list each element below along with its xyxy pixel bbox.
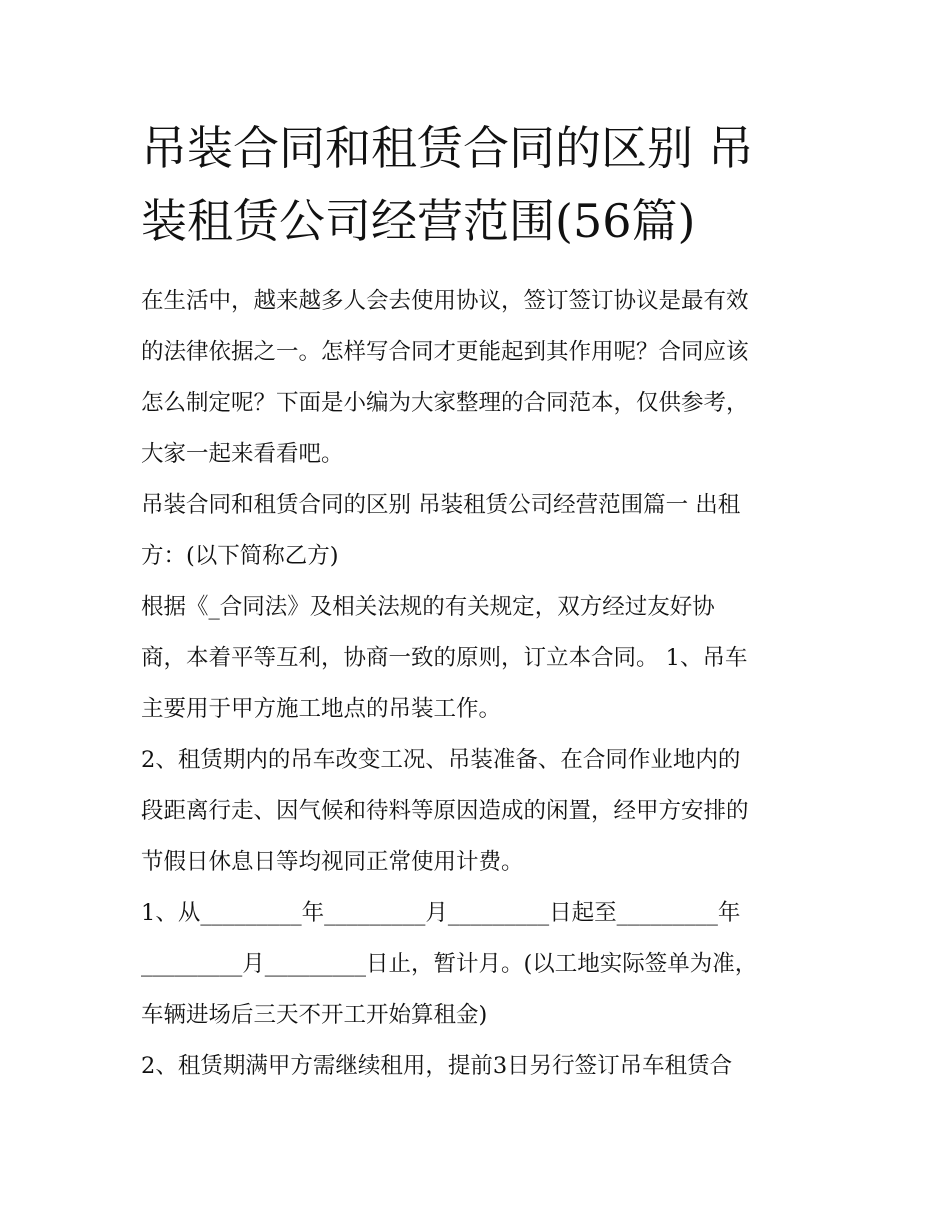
text-line: 1、从_________年_________月_________日起至_________年 bbox=[141, 900, 741, 926]
text-line: 商，本着平等互利，协商一致的原则，订立本合同。 1、吊车 bbox=[141, 645, 748, 671]
text-line: 节假日休息日等均视同正常使用计费。 bbox=[141, 849, 524, 875]
legal-basis-paragraph bbox=[141, 582, 813, 735]
title-line: 装租赁公司经营范围(56篇) bbox=[141, 194, 696, 248]
document-body bbox=[141, 276, 813, 1092]
section-heading-paragraph bbox=[141, 480, 813, 582]
document-title bbox=[141, 112, 821, 258]
text-line: 在生活中，越来越多人会去使用协议，签订签订协议是最有效 bbox=[141, 288, 749, 314]
text-line: 大家一起来看看吧。 bbox=[141, 441, 344, 467]
renewal-paragraph bbox=[141, 1041, 813, 1092]
text-line: 2、租赁期内的吊车改变工况、吊装准备、在合同作业地内的 bbox=[141, 747, 741, 773]
text-line: 方：(以下简称乙方) bbox=[141, 543, 339, 569]
intro-paragraph bbox=[141, 276, 813, 480]
text-line: 2、租赁期满甲方需继续租用，提前3日另行签订吊车租赁合 bbox=[141, 1053, 733, 1079]
term-paragraph bbox=[141, 888, 813, 1041]
text-line: 车辆进场后三天不开工开始算租金) bbox=[141, 1002, 488, 1028]
clause-paragraph bbox=[141, 735, 813, 888]
text-line: 怎么制定呢？下面是小编为大家整理的合同范本，仅供参考， bbox=[141, 390, 749, 416]
text-line: 根据《_合同法》及相关法规的有关规定，双方经过友好协 bbox=[141, 594, 715, 620]
text-line: 段距离行走、因气候和待料等原因造成的闲置，经甲方安排的 bbox=[141, 798, 749, 824]
text-line: 吊装合同和租赁合同的区别 吊装租赁公司经营范围篇一 出租 bbox=[141, 492, 741, 518]
text-line: 主要用于甲方施工地点的吊装工作。 bbox=[141, 696, 502, 722]
text-line: 的法律依据之一。怎样写合同才更能起到其作用呢？合同应该 bbox=[141, 339, 749, 365]
title-line: 吊装合同和租赁合同的区别 吊 bbox=[141, 121, 754, 175]
text-line: _________月_________日止，暂计月。(以工地实际签单为准， bbox=[141, 951, 758, 977]
